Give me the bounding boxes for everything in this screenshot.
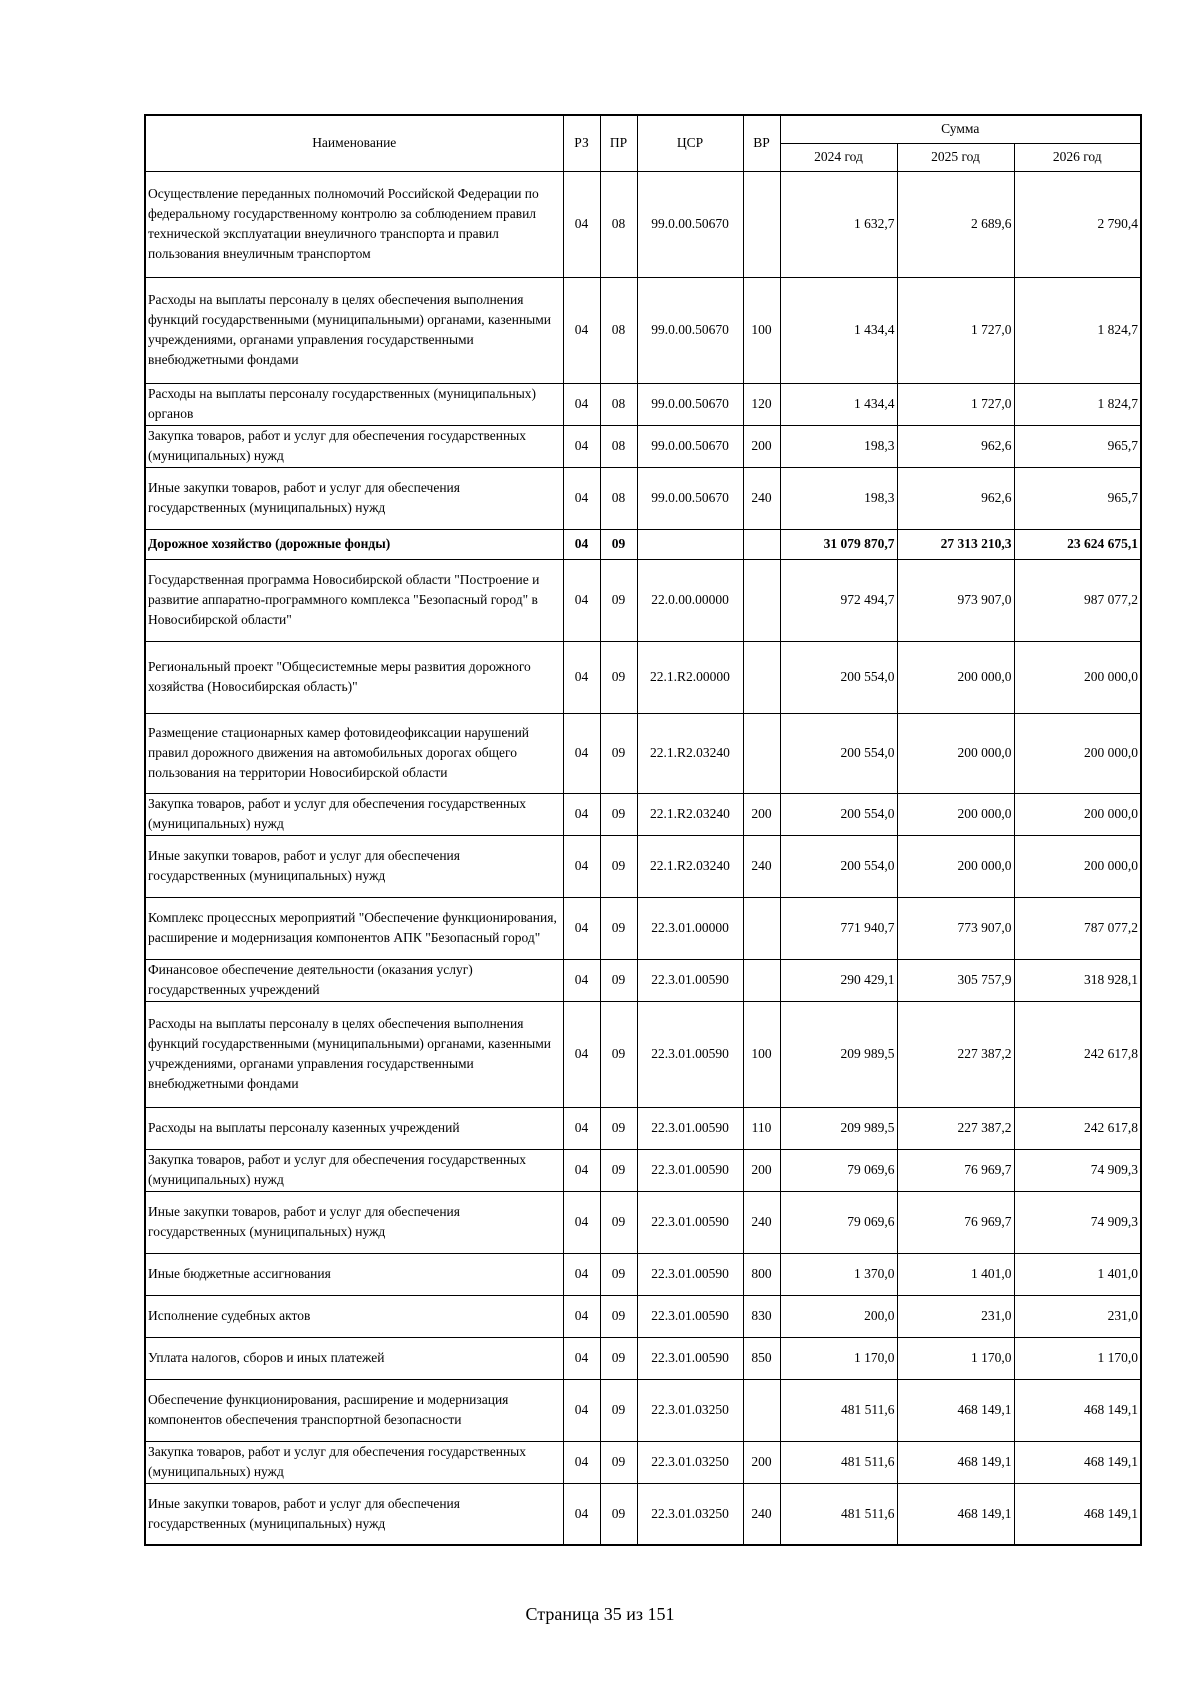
row-csr: 99.0.00.50670 xyxy=(637,467,743,529)
row-vr: 100 xyxy=(743,277,780,383)
header-2025: 2025 год xyxy=(897,143,1014,171)
row-2026: 200 000,0 xyxy=(1014,641,1141,713)
row-name: Расходы на выплаты персоналу в целях обеспечения выполнения функций государственными (муниципальными) органами, казенными учреждениями, органами управления государственными внебюджетными фондами xyxy=(145,277,563,383)
row-csr: 22.3.01.00590 xyxy=(637,1107,743,1149)
table-row xyxy=(145,835,1141,897)
row-csr: 22.3.01.00590 xyxy=(637,1149,743,1191)
row-csr: 22.1.R2.03240 xyxy=(637,713,743,793)
table-row xyxy=(145,1295,1141,1337)
row-2024: 198,3 xyxy=(780,467,897,529)
header-vr: ВР xyxy=(743,115,780,171)
table-row xyxy=(145,959,1141,1001)
row-vr xyxy=(743,641,780,713)
table-row xyxy=(145,1191,1141,1253)
row-2026: 200 000,0 xyxy=(1014,793,1141,835)
table-row xyxy=(145,1337,1141,1379)
row-2024: 209 989,5 xyxy=(780,1001,897,1107)
row-rz: 04 xyxy=(563,171,600,277)
row-csr: 22.1.R2.03240 xyxy=(637,793,743,835)
table-row xyxy=(145,793,1141,835)
row-pr: 08 xyxy=(600,277,637,383)
row-csr: 22.3.01.00590 xyxy=(637,1337,743,1379)
row-name: Обеспечение функционирования, расширение и модернизация компонентов обеспечения транспортной безопасности xyxy=(145,1379,563,1441)
row-csr: 22.3.01.00590 xyxy=(637,959,743,1001)
row-2026: 74 909,3 xyxy=(1014,1149,1141,1191)
row-2026: 2 790,4 xyxy=(1014,171,1141,277)
row-name: Размещение стационарных камер фотовидеофиксации нарушений правил дорожного движения на автомобильных дорогах общего пользования на территории Новосибирской области xyxy=(145,713,563,793)
row-2026: 1 824,7 xyxy=(1014,277,1141,383)
row-name: Расходы на выплаты персоналу казенных учреждений xyxy=(145,1107,563,1149)
row-rz: 04 xyxy=(563,467,600,529)
row-2026: 468 149,1 xyxy=(1014,1483,1141,1545)
row-2024: 771 940,7 xyxy=(780,897,897,959)
row-pr: 09 xyxy=(600,1441,637,1483)
row-csr: 22.3.01.03250 xyxy=(637,1441,743,1483)
row-vr: 100 xyxy=(743,1001,780,1107)
row-pr: 08 xyxy=(600,171,637,277)
row-vr: 800 xyxy=(743,1253,780,1295)
row-vr: 200 xyxy=(743,1149,780,1191)
row-2026: 74 909,3 xyxy=(1014,1191,1141,1253)
row-csr: 22.3.01.00590 xyxy=(637,1295,743,1337)
row-2026: 242 617,8 xyxy=(1014,1107,1141,1149)
row-vr: 200 xyxy=(743,1441,780,1483)
row-2026: 1 824,7 xyxy=(1014,383,1141,425)
row-name: Закупка товаров, работ и услуг для обеспечения государственных (муниципальных) нужд xyxy=(145,1441,563,1483)
table-row xyxy=(145,1107,1141,1149)
row-2025: 27 313 210,3 xyxy=(897,529,1014,559)
row-2024: 1 370,0 xyxy=(780,1253,897,1295)
row-rz: 04 xyxy=(563,959,600,1001)
table-row xyxy=(145,1441,1141,1483)
row-csr: 99.0.00.50670 xyxy=(637,425,743,467)
row-vr xyxy=(743,1379,780,1441)
table-row xyxy=(145,467,1141,529)
row-name: Государственная программа Новосибирской области "Построение и развитие аппаратно-программного комплекса "Безопасный город" в Новосибирской области" xyxy=(145,559,563,641)
row-name: Финансовое обеспечение деятельности (оказания услуг) государственных учреждений xyxy=(145,959,563,1001)
row-2025: 468 149,1 xyxy=(897,1379,1014,1441)
row-csr xyxy=(637,529,743,559)
table-row xyxy=(145,171,1141,277)
row-2026: 987 077,2 xyxy=(1014,559,1141,641)
row-vr: 240 xyxy=(743,1191,780,1253)
row-csr: 22.0.00.00000 xyxy=(637,559,743,641)
row-2025: 2 689,6 xyxy=(897,171,1014,277)
row-vr: 240 xyxy=(743,1483,780,1545)
header-name: Наименование xyxy=(145,115,563,171)
row-csr: 22.3.01.00590 xyxy=(637,1001,743,1107)
row-csr: 99.0.00.50670 xyxy=(637,277,743,383)
row-2025: 200 000,0 xyxy=(897,793,1014,835)
row-2024: 200 554,0 xyxy=(780,713,897,793)
row-name: Закупка товаров, работ и услуг для обеспечения государственных (муниципальных) нужд xyxy=(145,425,563,467)
row-rz: 04 xyxy=(563,793,600,835)
header-sum: Сумма xyxy=(780,115,1141,143)
row-pr: 09 xyxy=(600,1149,637,1191)
row-2025: 305 757,9 xyxy=(897,959,1014,1001)
row-vr: 240 xyxy=(743,835,780,897)
row-rz: 04 xyxy=(563,559,600,641)
row-csr: 22.1.R2.00000 xyxy=(637,641,743,713)
row-rz: 04 xyxy=(563,1149,600,1191)
row-csr: 22.1.R2.03240 xyxy=(637,835,743,897)
row-2024: 79 069,6 xyxy=(780,1191,897,1253)
row-csr: 22.3.01.03250 xyxy=(637,1379,743,1441)
row-2024: 200 554,0 xyxy=(780,835,897,897)
row-2024: 481 511,6 xyxy=(780,1379,897,1441)
row-2026: 200 000,0 xyxy=(1014,835,1141,897)
table-row xyxy=(145,897,1141,959)
row-rz: 04 xyxy=(563,1441,600,1483)
row-name: Расходы на выплаты персоналу в целях обеспечения выполнения функций государственными (муниципальными) органами, казенными учреждениями, органами управления государственными внебюджетными фондами xyxy=(145,1001,563,1107)
row-2026: 787 077,2 xyxy=(1014,897,1141,959)
row-2026: 1 170,0 xyxy=(1014,1337,1141,1379)
row-2025: 468 149,1 xyxy=(897,1441,1014,1483)
row-rz: 04 xyxy=(563,383,600,425)
row-pr: 09 xyxy=(600,959,637,1001)
table-row xyxy=(145,425,1141,467)
row-name: Иные закупки товаров, работ и услуг для обеспечения государственных (муниципальных) нужд xyxy=(145,1191,563,1253)
row-vr: 200 xyxy=(743,425,780,467)
row-pr: 09 xyxy=(600,1337,637,1379)
header-pr: ПР xyxy=(600,115,637,171)
row-rz: 04 xyxy=(563,1483,600,1545)
row-pr: 09 xyxy=(600,793,637,835)
row-rz: 04 xyxy=(563,529,600,559)
header-rz: РЗ xyxy=(563,115,600,171)
row-2025: 200 000,0 xyxy=(897,713,1014,793)
row-2025: 200 000,0 xyxy=(897,641,1014,713)
row-2025: 76 969,7 xyxy=(897,1191,1014,1253)
row-rz: 04 xyxy=(563,1253,600,1295)
row-2025: 231,0 xyxy=(897,1295,1014,1337)
row-2026: 242 617,8 xyxy=(1014,1001,1141,1107)
row-rz: 04 xyxy=(563,1337,600,1379)
table-row xyxy=(145,1379,1141,1441)
row-pr: 09 xyxy=(600,1001,637,1107)
row-name: Исполнение судебных актов xyxy=(145,1295,563,1337)
row-rz: 04 xyxy=(563,713,600,793)
row-vr: 830 xyxy=(743,1295,780,1337)
row-2024: 198,3 xyxy=(780,425,897,467)
row-name: Иные закупки товаров, работ и услуг для обеспечения государственных (муниципальных) нужд xyxy=(145,1483,563,1545)
row-name: Расходы на выплаты персоналу государственных (муниципальных) органов xyxy=(145,383,563,425)
table-row xyxy=(145,713,1141,793)
row-2026: 318 928,1 xyxy=(1014,959,1141,1001)
row-rz: 04 xyxy=(563,425,600,467)
row-name: Комплекс процессных мероприятий "Обеспечение функционирования, расширение и модернизация компонентов АПК "Безопасный город" xyxy=(145,897,563,959)
row-pr: 09 xyxy=(600,1253,637,1295)
row-pr: 09 xyxy=(600,641,637,713)
row-pr: 09 xyxy=(600,1483,637,1545)
row-2025: 1 170,0 xyxy=(897,1337,1014,1379)
row-2025: 200 000,0 xyxy=(897,835,1014,897)
row-rz: 04 xyxy=(563,277,600,383)
row-2024: 1 170,0 xyxy=(780,1337,897,1379)
row-2024: 1 632,7 xyxy=(780,171,897,277)
row-pr: 09 xyxy=(600,835,637,897)
row-vr: 110 xyxy=(743,1107,780,1149)
row-rz: 04 xyxy=(563,835,600,897)
row-name: Иные бюджетные ассигнования xyxy=(145,1253,563,1295)
row-2024: 481 511,6 xyxy=(780,1441,897,1483)
row-rz: 04 xyxy=(563,897,600,959)
row-vr xyxy=(743,713,780,793)
row-pr: 09 xyxy=(600,1379,637,1441)
row-csr: 22.3.01.00590 xyxy=(637,1253,743,1295)
row-2025: 468 149,1 xyxy=(897,1483,1014,1545)
row-2024: 200 554,0 xyxy=(780,641,897,713)
row-2024: 209 989,5 xyxy=(780,1107,897,1149)
row-rz: 04 xyxy=(563,1107,600,1149)
table-row xyxy=(145,277,1141,383)
row-2024: 290 429,1 xyxy=(780,959,897,1001)
row-2024: 200 554,0 xyxy=(780,793,897,835)
row-name: Иные закупки товаров, работ и услуг для обеспечения государственных (муниципальных) нужд xyxy=(145,467,563,529)
row-pr: 09 xyxy=(600,897,637,959)
row-pr: 08 xyxy=(600,383,637,425)
row-2024: 1 434,4 xyxy=(780,383,897,425)
row-vr xyxy=(743,529,780,559)
row-2026: 468 149,1 xyxy=(1014,1379,1141,1441)
row-pr: 09 xyxy=(600,1191,637,1253)
table-row xyxy=(145,529,1141,559)
row-2024: 31 079 870,7 xyxy=(780,529,897,559)
table-row xyxy=(145,559,1141,641)
row-2024: 481 511,6 xyxy=(780,1483,897,1545)
row-csr: 22.3.01.00000 xyxy=(637,897,743,959)
row-csr: 22.3.01.00590 xyxy=(637,1191,743,1253)
row-name: Уплата налогов, сборов и иных платежей xyxy=(145,1337,563,1379)
table-row xyxy=(145,641,1141,713)
table-body xyxy=(145,171,1141,1545)
row-pr: 09 xyxy=(600,1107,637,1149)
row-2025: 227 387,2 xyxy=(897,1107,1014,1149)
row-name: Закупка товаров, работ и услуг для обеспечения государственных (муниципальных) нужд xyxy=(145,1149,563,1191)
header-2024: 2024 год xyxy=(780,143,897,171)
row-2025: 962,6 xyxy=(897,467,1014,529)
header-csr: ЦСР xyxy=(637,115,743,171)
row-name: Осуществление переданных полномочий Российской Федерации по федеральному государственному контролю за соблюдением правил технической эксплуатации внеуличного транспорта и правил пользования внеуличным транспортом xyxy=(145,171,563,277)
row-name: Региональный проект "Общесистемные меры развития дорожного хозяйства (Новосибирская область)" xyxy=(145,641,563,713)
row-rz: 04 xyxy=(563,641,600,713)
row-2026: 965,7 xyxy=(1014,425,1141,467)
table-row xyxy=(145,383,1141,425)
row-2026: 468 149,1 xyxy=(1014,1441,1141,1483)
row-vr xyxy=(743,171,780,277)
row-pr: 09 xyxy=(600,1295,637,1337)
row-vr xyxy=(743,559,780,641)
row-2025: 1 401,0 xyxy=(897,1253,1014,1295)
row-2026: 23 624 675,1 xyxy=(1014,529,1141,559)
table-row xyxy=(145,1253,1141,1295)
header-2026: 2026 год xyxy=(1014,143,1141,171)
row-2026: 231,0 xyxy=(1014,1295,1141,1337)
row-vr xyxy=(743,959,780,1001)
row-pr: 09 xyxy=(600,529,637,559)
row-rz: 04 xyxy=(563,1191,600,1253)
row-2024: 200,0 xyxy=(780,1295,897,1337)
row-vr: 200 xyxy=(743,793,780,835)
row-2026: 200 000,0 xyxy=(1014,713,1141,793)
row-name: Закупка товаров, работ и услуг для обеспечения государственных (муниципальных) нужд xyxy=(145,793,563,835)
row-2026: 965,7 xyxy=(1014,467,1141,529)
row-rz: 04 xyxy=(563,1001,600,1107)
row-vr: 120 xyxy=(743,383,780,425)
row-2025: 962,6 xyxy=(897,425,1014,467)
row-2024: 972 494,7 xyxy=(780,559,897,641)
row-2026: 1 401,0 xyxy=(1014,1253,1141,1295)
row-vr: 240 xyxy=(743,467,780,529)
row-name: Иные закупки товаров, работ и услуг для обеспечения государственных (муниципальных) нужд xyxy=(145,835,563,897)
row-vr xyxy=(743,897,780,959)
row-2024: 1 434,4 xyxy=(780,277,897,383)
row-2025: 76 969,7 xyxy=(897,1149,1014,1191)
budget-table xyxy=(144,114,1142,1546)
row-csr: 22.3.01.03250 xyxy=(637,1483,743,1545)
row-pr: 09 xyxy=(600,713,637,793)
row-2025: 227 387,2 xyxy=(897,1001,1014,1107)
row-pr: 09 xyxy=(600,559,637,641)
table-row xyxy=(145,1483,1141,1545)
row-vr: 850 xyxy=(743,1337,780,1379)
table-row xyxy=(145,1149,1141,1191)
row-2025: 1 727,0 xyxy=(897,277,1014,383)
page-number: Страница 35 из 151 xyxy=(525,1604,675,1624)
row-csr: 99.0.00.50670 xyxy=(637,383,743,425)
table-row xyxy=(145,1001,1141,1107)
row-2025: 973 907,0 xyxy=(897,559,1014,641)
row-2025: 773 907,0 xyxy=(897,897,1014,959)
table-header xyxy=(145,115,1141,171)
row-2024: 79 069,6 xyxy=(780,1149,897,1191)
row-name: Дорожное хозяйство (дорожные фонды) xyxy=(145,529,563,559)
row-csr: 99.0.00.50670 xyxy=(637,171,743,277)
row-pr: 08 xyxy=(600,425,637,467)
row-rz: 04 xyxy=(563,1379,600,1441)
row-rz: 04 xyxy=(563,1295,600,1337)
row-pr: 08 xyxy=(600,467,637,529)
row-2025: 1 727,0 xyxy=(897,383,1014,425)
